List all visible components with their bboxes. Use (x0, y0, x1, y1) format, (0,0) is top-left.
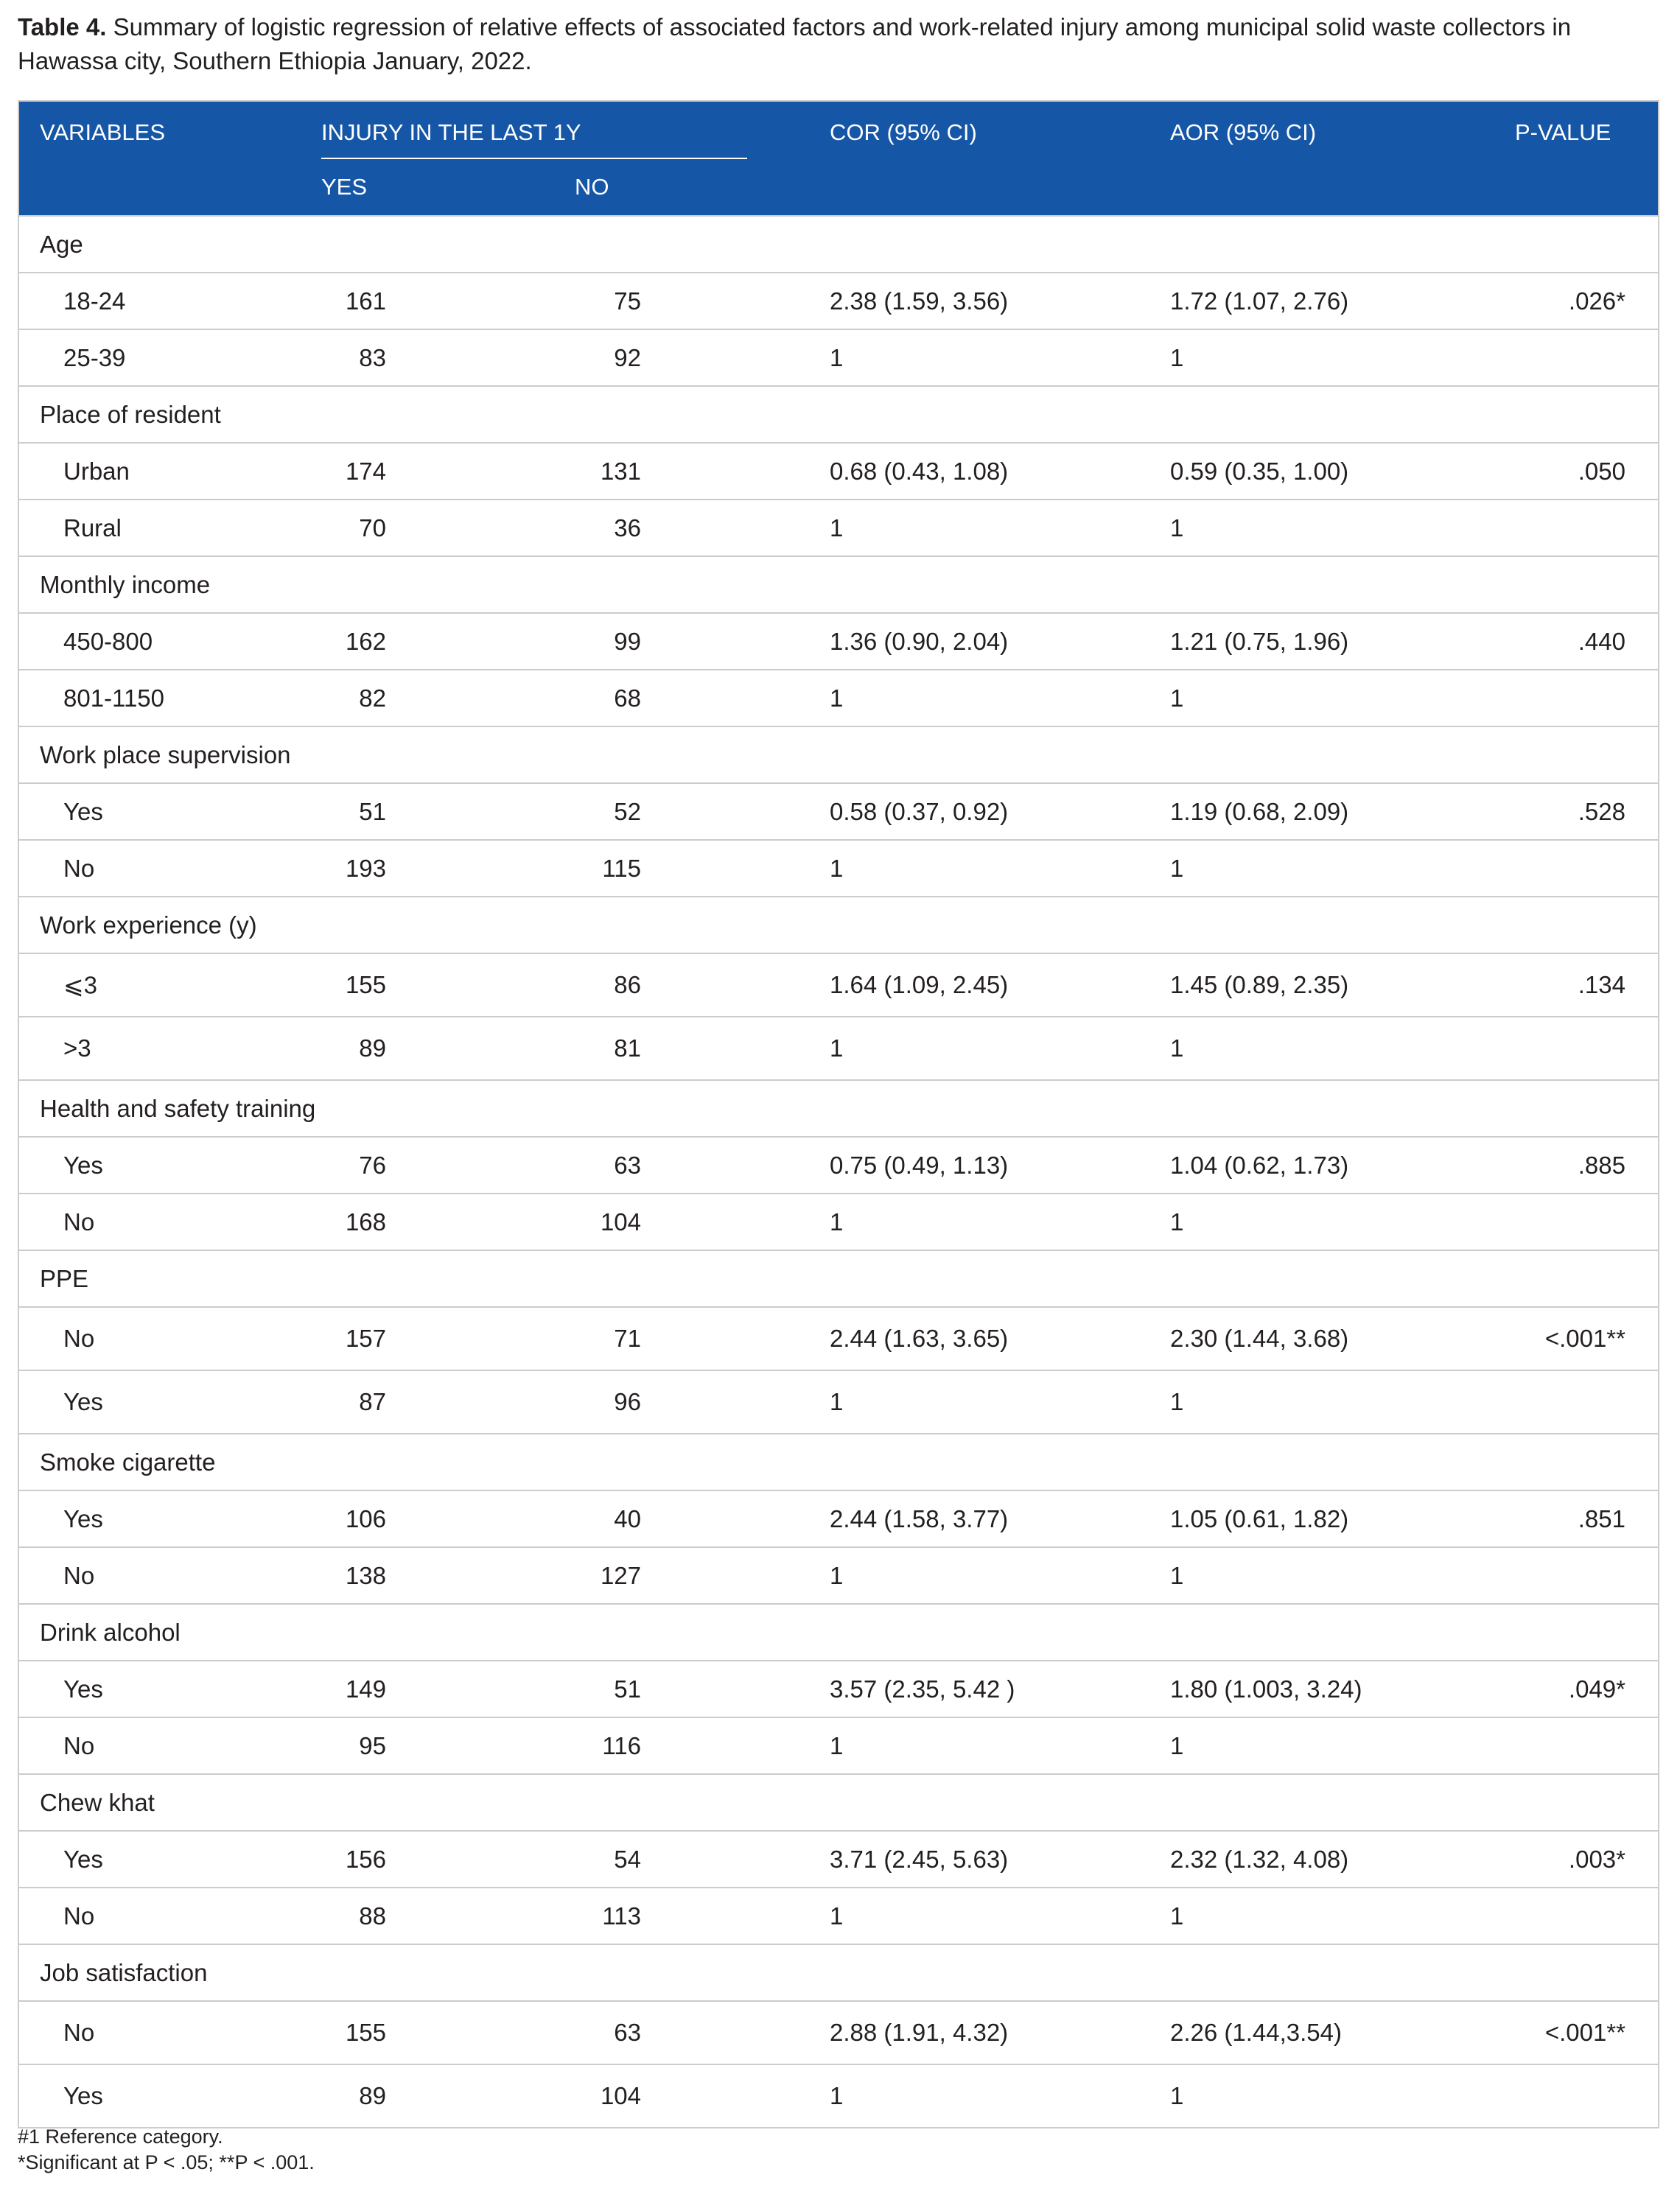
category-row (19, 726, 1658, 782)
header-yes: YES (321, 174, 368, 200)
no-count: 52 (614, 797, 641, 825)
aor-value: 1 (1170, 2082, 1184, 2109)
table-row (19, 2000, 1658, 2064)
aor-value: 1 (1170, 1388, 1184, 1415)
category-row (19, 1773, 1658, 1830)
category-label: PPE (40, 1264, 89, 1292)
table-row (19, 2064, 1658, 2127)
category-label: Job satisfaction (40, 1958, 208, 1986)
aor-value: 1.04 (0.62, 1.73) (1170, 1151, 1349, 1179)
table-body (19, 215, 1658, 2127)
level-label: ⩽3 (63, 971, 98, 999)
aor-value: 1 (1170, 684, 1184, 712)
p-value: .026* (1568, 287, 1625, 315)
no-count: 86 (614, 971, 641, 998)
category-row (19, 1433, 1658, 1490)
level-label: Rural (63, 514, 122, 542)
level-label: Yes (63, 1388, 103, 1415)
table-row (19, 669, 1658, 726)
no-count: 127 (600, 1561, 641, 1589)
category-label: Work place supervision (40, 740, 291, 768)
table-row (19, 1136, 1658, 1193)
footnote-significance: *Significant at P < .05; **P < .001. (18, 2151, 315, 2173)
yes-count: 193 (345, 854, 386, 882)
table-row (19, 1660, 1658, 1717)
cor-value: 1 (830, 684, 844, 712)
aor-value: 1 (1170, 1902, 1184, 1930)
aor-value: 1.21 (0.75, 1.96) (1170, 627, 1349, 655)
level-label: Yes (63, 1675, 103, 1703)
header-aor: AOR (95% CI) (1170, 119, 1317, 145)
no-count: 92 (614, 343, 641, 371)
no-count: 40 (614, 1504, 641, 1532)
aor-value: 2.32 (1.32, 4.08) (1170, 1845, 1349, 1873)
cor-value: 0.58 (0.37, 0.92) (830, 797, 1009, 825)
cor-value: 2.44 (1.58, 3.77) (830, 1504, 1009, 1532)
yes-count: 149 (345, 1675, 386, 1703)
aor-value: 1.45 (0.89, 2.35) (1170, 971, 1349, 998)
table-row (19, 1490, 1658, 1546)
no-count: 115 (602, 854, 641, 882)
table-row (19, 612, 1658, 669)
yes-count: 89 (359, 1034, 386, 1062)
level-label: No (63, 1561, 95, 1589)
header-cor: COR (95% CI) (830, 119, 977, 145)
yes-count: 88 (359, 1902, 386, 1930)
level-label: 450-800 (63, 627, 153, 655)
table-title: Summary of logistic regression of relative effects of associated factors and work-related injury among municipal solid waste collectors in Hawassa city, Southern Ethiopia January, 2022. (18, 13, 1572, 74)
no-count: 116 (602, 1731, 641, 1759)
level-label: Yes (63, 1504, 103, 1532)
category-label: Age (40, 230, 83, 258)
no-count: 131 (600, 457, 641, 485)
no-count: 71 (614, 1325, 641, 1352)
aor-value: 1 (1170, 1731, 1184, 1759)
no-count: 81 (614, 1034, 641, 1062)
category-row (19, 1944, 1658, 2000)
no-count: 68 (614, 684, 641, 712)
cor-value: 1.64 (1.09, 2.45) (830, 971, 1009, 998)
table-row (19, 953, 1658, 1016)
yes-count: 157 (345, 1325, 386, 1352)
no-count: 63 (614, 2019, 641, 2046)
category-label: Chew khat (40, 1788, 155, 1816)
cor-value: 1 (830, 1731, 844, 1759)
table-row (19, 442, 1658, 499)
cor-value: 1 (830, 343, 844, 371)
cor-value: 1 (830, 1561, 844, 1589)
table-row (19, 1830, 1658, 1887)
cor-value: 1.36 (0.90, 2.04) (830, 627, 1009, 655)
cor-value: 3.57 (2.35, 5.42 ) (830, 1675, 1015, 1703)
category-row (19, 1250, 1658, 1306)
category-label: Smoke cigarette (40, 1448, 216, 1476)
table-caption (18, 10, 1653, 78)
aor-value: 1.80 (1.003, 3.24) (1170, 1675, 1362, 1703)
category-label: Monthly income (40, 570, 211, 598)
header-divider (321, 158, 747, 159)
header-pvalue: P-VALUE (1515, 119, 1611, 145)
no-count: 63 (614, 1151, 641, 1179)
level-label: 801-1150 (63, 684, 165, 712)
level-label: Urban (63, 457, 130, 485)
no-count: 104 (600, 2082, 641, 2109)
table-row (19, 1887, 1658, 1944)
p-value: .528 (1578, 797, 1625, 825)
category-label: Place of resident (40, 400, 221, 428)
no-count: 36 (614, 514, 641, 542)
aor-value: 1 (1170, 1034, 1184, 1062)
table-row (19, 839, 1658, 896)
table-footnotes (18, 2124, 1653, 2176)
table-row (19, 1370, 1658, 1433)
level-label: Yes (63, 2082, 103, 2109)
cor-value: 0.68 (0.43, 1.08) (830, 457, 1009, 485)
aor-value: 0.59 (0.35, 1.00) (1170, 457, 1349, 485)
yes-count: 138 (345, 1561, 386, 1589)
header-no: NO (575, 174, 609, 200)
no-count: 113 (602, 1902, 641, 1930)
category-label: Health and safety training (40, 1094, 316, 1122)
no-count: 51 (614, 1675, 641, 1703)
p-value: .134 (1578, 971, 1625, 998)
footnote-reference: #1 Reference category. (18, 2126, 223, 2148)
category-row (19, 556, 1658, 612)
p-value: .851 (1578, 1504, 1625, 1532)
table-row (19, 1193, 1658, 1250)
cor-value: 1 (830, 1388, 844, 1415)
aor-value: 2.30 (1.44, 3.68) (1170, 1325, 1349, 1352)
category-row (19, 1079, 1658, 1136)
level-label: No (63, 1325, 95, 1352)
yes-count: 174 (345, 457, 386, 485)
table-row (19, 329, 1658, 385)
no-count: 54 (614, 1845, 641, 1873)
table-row (19, 782, 1658, 839)
cor-value: 2.38 (1.59, 3.56) (830, 287, 1009, 315)
table-row (19, 1546, 1658, 1603)
table-row (19, 499, 1658, 556)
level-label: No (63, 1731, 95, 1759)
cor-value: 1 (830, 514, 844, 542)
aor-value: 1 (1170, 1208, 1184, 1236)
cor-value: 1 (830, 1034, 844, 1062)
header-variables: VARIABLES (40, 119, 166, 145)
cor-value: 2.44 (1.63, 3.65) (830, 1325, 1009, 1352)
yes-count: 106 (345, 1504, 386, 1532)
table-row (19, 1717, 1658, 1773)
level-label: 18-24 (63, 287, 126, 315)
cor-value: 1 (830, 1902, 844, 1930)
level-label: No (63, 2019, 95, 2046)
cor-value: 1 (830, 2082, 844, 2109)
p-value: .050 (1578, 457, 1625, 485)
table-row (19, 1306, 1658, 1370)
yes-count: 155 (345, 971, 386, 998)
yes-count: 156 (345, 1845, 386, 1873)
level-label: Yes (63, 1845, 103, 1873)
table-row (19, 1016, 1658, 1079)
cor-value: 1 (830, 1208, 844, 1236)
yes-count: 83 (359, 343, 386, 371)
regression-table (18, 100, 1659, 2128)
category-row (19, 215, 1658, 272)
yes-count: 161 (345, 287, 386, 315)
aor-value: 1.72 (1.07, 2.76) (1170, 287, 1349, 315)
p-value: .003* (1568, 1845, 1625, 1873)
category-label: Drink alcohol (40, 1618, 181, 1646)
no-count: 96 (614, 1388, 641, 1415)
aor-value: 1.19 (0.68, 2.09) (1170, 797, 1349, 825)
aor-value: 1 (1170, 514, 1184, 542)
p-value: .440 (1578, 627, 1625, 655)
level-label: Yes (63, 1151, 103, 1179)
yes-count: 82 (359, 684, 386, 712)
p-value: .885 (1578, 1151, 1625, 1179)
aor-value: 2.26 (1.44,3.54) (1170, 2019, 1342, 2046)
category-row (19, 385, 1658, 442)
category-row (19, 896, 1658, 953)
yes-count: 87 (359, 1388, 386, 1415)
yes-count: 76 (359, 1151, 386, 1179)
table-label: Table 4. (18, 13, 107, 41)
yes-count: 51 (359, 797, 386, 825)
yes-count: 162 (345, 627, 386, 655)
aor-value: 1.05 (0.61, 1.82) (1170, 1504, 1349, 1532)
level-label: Yes (63, 797, 103, 825)
level-label: 25-39 (63, 343, 126, 371)
level-label: No (63, 1208, 95, 1236)
yes-count: 155 (345, 2019, 386, 2046)
cor-value: 1 (830, 854, 844, 882)
yes-count: 89 (359, 2082, 386, 2109)
level-label: No (63, 854, 95, 882)
p-value: <.001** (1544, 1325, 1625, 1352)
table-header (19, 102, 1658, 215)
no-count: 75 (614, 287, 641, 315)
p-value: .049* (1568, 1675, 1625, 1703)
aor-value: 1 (1170, 343, 1184, 371)
yes-count: 168 (345, 1208, 386, 1236)
cor-value: 0.75 (0.49, 1.13) (830, 1151, 1009, 1179)
no-count: 104 (600, 1208, 641, 1236)
category-row (19, 1603, 1658, 1660)
header-injury: INJURY IN THE LAST 1Y (321, 119, 581, 145)
level-label: No (63, 1902, 95, 1930)
aor-value: 1 (1170, 854, 1184, 882)
no-count: 99 (614, 627, 641, 655)
level-label: >3 (63, 1034, 91, 1062)
cor-value: 3.71 (2.45, 5.63) (830, 1845, 1009, 1873)
table-row (19, 272, 1658, 329)
aor-value: 1 (1170, 1561, 1184, 1589)
p-value: <.001** (1544, 2019, 1625, 2046)
cor-value: 2.88 (1.91, 4.32) (830, 2019, 1009, 2046)
category-label: Work experience (y) (40, 911, 257, 939)
yes-count: 70 (359, 514, 386, 542)
yes-count: 95 (359, 1731, 386, 1759)
